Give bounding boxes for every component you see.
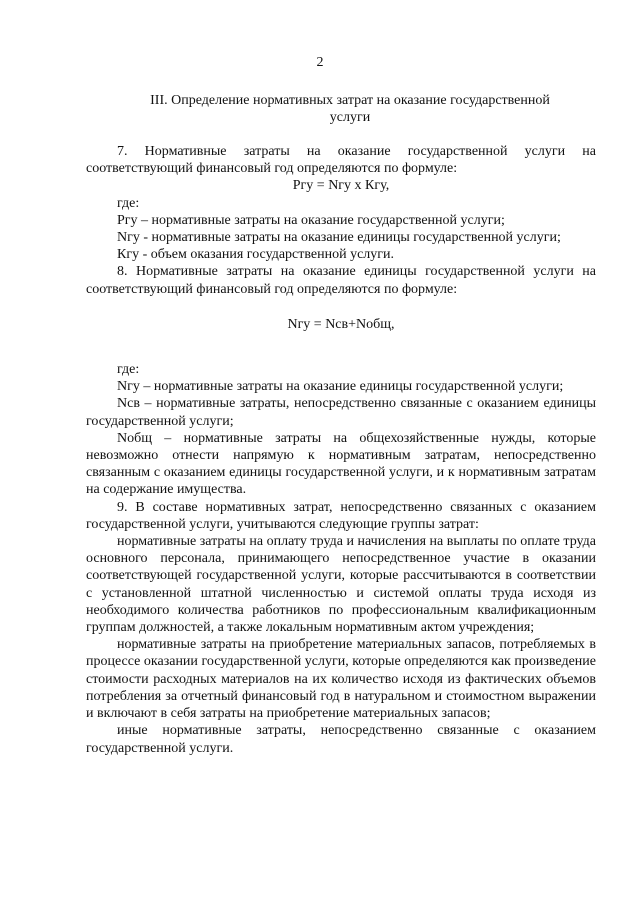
page-number: 2 xyxy=(316,55,324,70)
paragraph-9-item-materials: нормативные затраты на приобретение материальных запасов, потребляемых в процессе оказании государственной услуги, которые определяются как произведение стоимости расходных материалов на их количество исходя из фактических объемов потребления за отчетный финансовый год в натуральном и стоимостном выражении и включают в себя затраты на приобретение материальных запасов; xyxy=(86,637,596,722)
paragraph-9-item-labor: нормативные затраты на оплату труда и начисления на выплаты по оплате труда основного персонала, принимающего непосредственное участие в оказании соответствующей государственной услуги, которые рассчитываются в соответствии с установленной штатной численностью и системой оплаты труда исходя из необходимого количества работников по профессиональным квалификационным группам должностей, а также локальным нормативным актом учреждения; xyxy=(86,534,596,636)
definition-kgu: Кгу - объем оказания государственной услуги. xyxy=(117,247,395,263)
paragraph-9-item-other: иные нормативные затраты, непосредственно связанные с оказанием государственной услуги. xyxy=(86,723,596,756)
definition-nobsh: Nобщ – нормативные затраты на общехозяйственные нужды, которые невозможно отнести напрямую к нормативным затратам, непосредственно связанным с оказанием единицы государственной услуги, и к нормативным затратам на содержание имущества. xyxy=(86,430,596,498)
spacer xyxy=(86,333,596,361)
section-heading xyxy=(120,92,580,126)
paragraph-7: 7. Нормативные затраты на оказание государственной услуги на соответствующий финансовый год определяются по формуле: xyxy=(86,144,596,177)
section-heading-line2: услуги xyxy=(329,110,371,125)
where-label-1: где: xyxy=(117,195,140,211)
spacer xyxy=(86,298,596,316)
paragraph-9: 9. В составе нормативных затрат, непосредственно связанных с оказанием государственной услуги, учитываются следующие группы затрат: xyxy=(86,499,596,532)
definition-nsv: Nсв – нормативные затраты, непосредственно связанные с оказанием единицы государственной услуги; xyxy=(86,396,596,429)
definition-rgu: Ргу – нормативные затраты на оказание государственной услуги; xyxy=(117,212,505,228)
formula-unit-cost: Nгу = Nсв+Nобщ, xyxy=(287,316,395,332)
section-heading-line1: III. Определение нормативных затрат на оказание государственной xyxy=(150,93,550,108)
definition-ngu-2: Nгу – нормативные затраты на оказание единицы государственной услуги; xyxy=(117,379,564,395)
definition-ngu: Nгу - нормативные затраты на оказание единицы государственной услуги; xyxy=(117,230,561,246)
document-body xyxy=(86,143,596,757)
formula-total-cost: Ргу = Nгу х Кгу, xyxy=(292,178,390,194)
paragraph-8: 8. Нормативные затраты на оказание единицы государственной услуги на соответствующий финансовый год определяются по формуле: xyxy=(86,264,596,297)
where-label-2: где: xyxy=(117,362,140,378)
